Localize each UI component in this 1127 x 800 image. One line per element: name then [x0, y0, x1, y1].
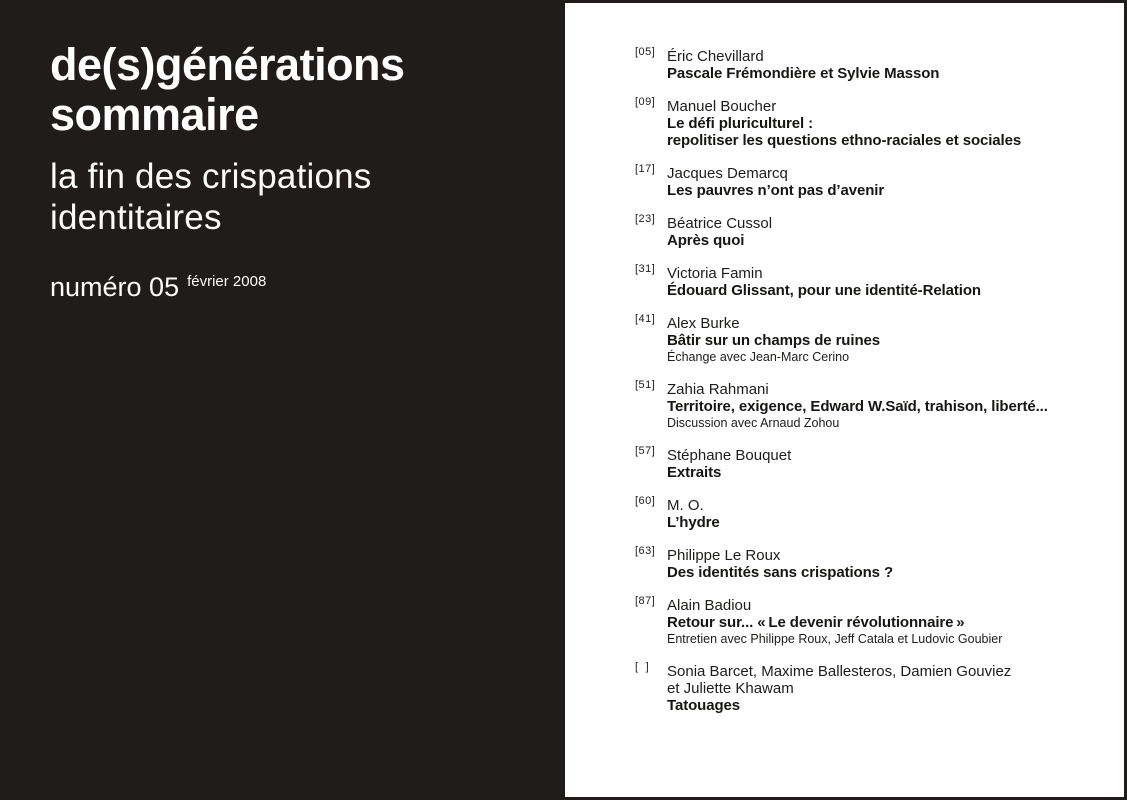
- entry-title-line: Les pauvres n’ont pas d’avenir: [667, 182, 885, 199]
- entry-page-ref: [63]: [635, 545, 656, 557]
- issue-theme: [50, 156, 565, 238]
- entry-body: [667, 48, 1104, 82]
- toc-entry: [635, 497, 1104, 531]
- toc-entry: [635, 315, 1104, 365]
- entry-title-line: Bâtir sur un champs de ruines: [667, 332, 880, 349]
- toc-entry: [635, 381, 1104, 431]
- toc-entry: [635, 98, 1104, 149]
- issue-number: numéro 05: [50, 272, 180, 302]
- entry-page-ref: [41]: [635, 313, 656, 325]
- entry-title-line: Extraits: [667, 464, 722, 481]
- entry-author-line: Stéphane Bouquet: [667, 447, 792, 464]
- toc-entry: [635, 663, 1104, 714]
- entry-page-ref: [31]: [635, 263, 656, 275]
- entry-page-ref: [05]: [635, 46, 656, 58]
- entry-page-ref: [09]: [635, 96, 656, 108]
- entry-title-line: Le défi pluriculturel :: [667, 115, 814, 132]
- issue-info: [50, 272, 565, 303]
- entry-body: [667, 663, 1104, 714]
- toc-entry: [635, 165, 1104, 199]
- toc-entry: [635, 547, 1104, 581]
- entry-author-line: Philippe Le Roux: [667, 547, 781, 564]
- entry-title-line: Tatouages: [667, 697, 741, 714]
- journal-title: [50, 40, 565, 140]
- entry-author-line: Zahia Rahmani: [667, 381, 769, 398]
- entry-author-line: M. O.: [667, 497, 704, 514]
- entry-title-line: repolitiser les questions ethno-raciales et sociales: [667, 132, 1022, 149]
- entry-note: Entretien avec Philippe Roux, Jeff Catala et Ludovic Goubier: [667, 632, 1003, 646]
- toc-entry: [635, 215, 1104, 249]
- entry-author-line: Alain Badiou: [667, 597, 752, 614]
- entry-page-ref: [ ]: [635, 661, 650, 673]
- entry-author-line: Alex Burke: [667, 315, 740, 332]
- entry-title-line: Territoire, exigence, Edward W.Saïd, trahison, liberté...: [667, 398, 1048, 415]
- entry-title-line: Des identités sans crispations ?: [667, 564, 894, 581]
- issue-theme-line1: la fin des crispations: [50, 157, 372, 196]
- entry-body: [667, 265, 1104, 299]
- entry-body: [667, 215, 1104, 249]
- issue-theme-line2: identitaires: [50, 198, 222, 237]
- toc-list: [635, 48, 1104, 714]
- entry-body: [667, 315, 1104, 365]
- toc-entry: [635, 447, 1104, 481]
- entry-body: [667, 381, 1104, 431]
- entry-author-line: Sonia Barcet, Maxime Ballesteros, Damien Gouviez: [667, 663, 1012, 680]
- entry-note: Échange avec Jean-Marc Cerino: [667, 350, 850, 364]
- entry-body: [667, 165, 1104, 199]
- entry-author-line: et Juliette Khawam: [667, 680, 794, 697]
- toc-page: [565, 3, 1124, 797]
- entry-page-ref: [23]: [635, 213, 656, 225]
- entry-title-line: L’hydre: [667, 514, 720, 531]
- journal-title-line1: de(s)générations: [50, 39, 405, 90]
- toc-entry: [635, 265, 1104, 299]
- entry-author-line: Manuel Boucher: [667, 98, 777, 115]
- entry-author-line: Victoria Famin: [667, 265, 763, 282]
- entry-author-line: Éric Chevillard: [667, 48, 764, 65]
- toc-entry: [635, 48, 1104, 82]
- entry-title-line: Édouard Glissant, pour une identité-Relation: [667, 282, 981, 299]
- entry-page-ref: [17]: [635, 163, 656, 175]
- entry-page-ref: [87]: [635, 595, 656, 607]
- entry-note: Discussion avec Arnaud Zohou: [667, 416, 840, 430]
- entry-body: [667, 547, 1104, 581]
- entry-title-line: Après quoi: [667, 232, 745, 249]
- toc-entry: [635, 597, 1104, 647]
- entry-page-ref: [60]: [635, 495, 656, 507]
- entry-body: [667, 98, 1104, 149]
- journal-title-line2: sommaire: [50, 89, 259, 140]
- entry-page-ref: [51]: [635, 379, 656, 391]
- entry-page-ref: [57]: [635, 445, 656, 457]
- entry-author-line: Jacques Demarcq: [667, 165, 788, 182]
- entry-title-line: Pascale Frémondière et Sylvie Masson: [667, 65, 940, 82]
- entry-title-line: Retour sur... « Le devenir révolutionnaire »: [667, 614, 965, 631]
- entry-body: [667, 447, 1104, 481]
- entry-author-line: Béatrice Cussol: [667, 215, 773, 232]
- entry-body: [667, 597, 1104, 647]
- entry-body: [667, 497, 1104, 531]
- issue-date: février 2008: [187, 273, 267, 290]
